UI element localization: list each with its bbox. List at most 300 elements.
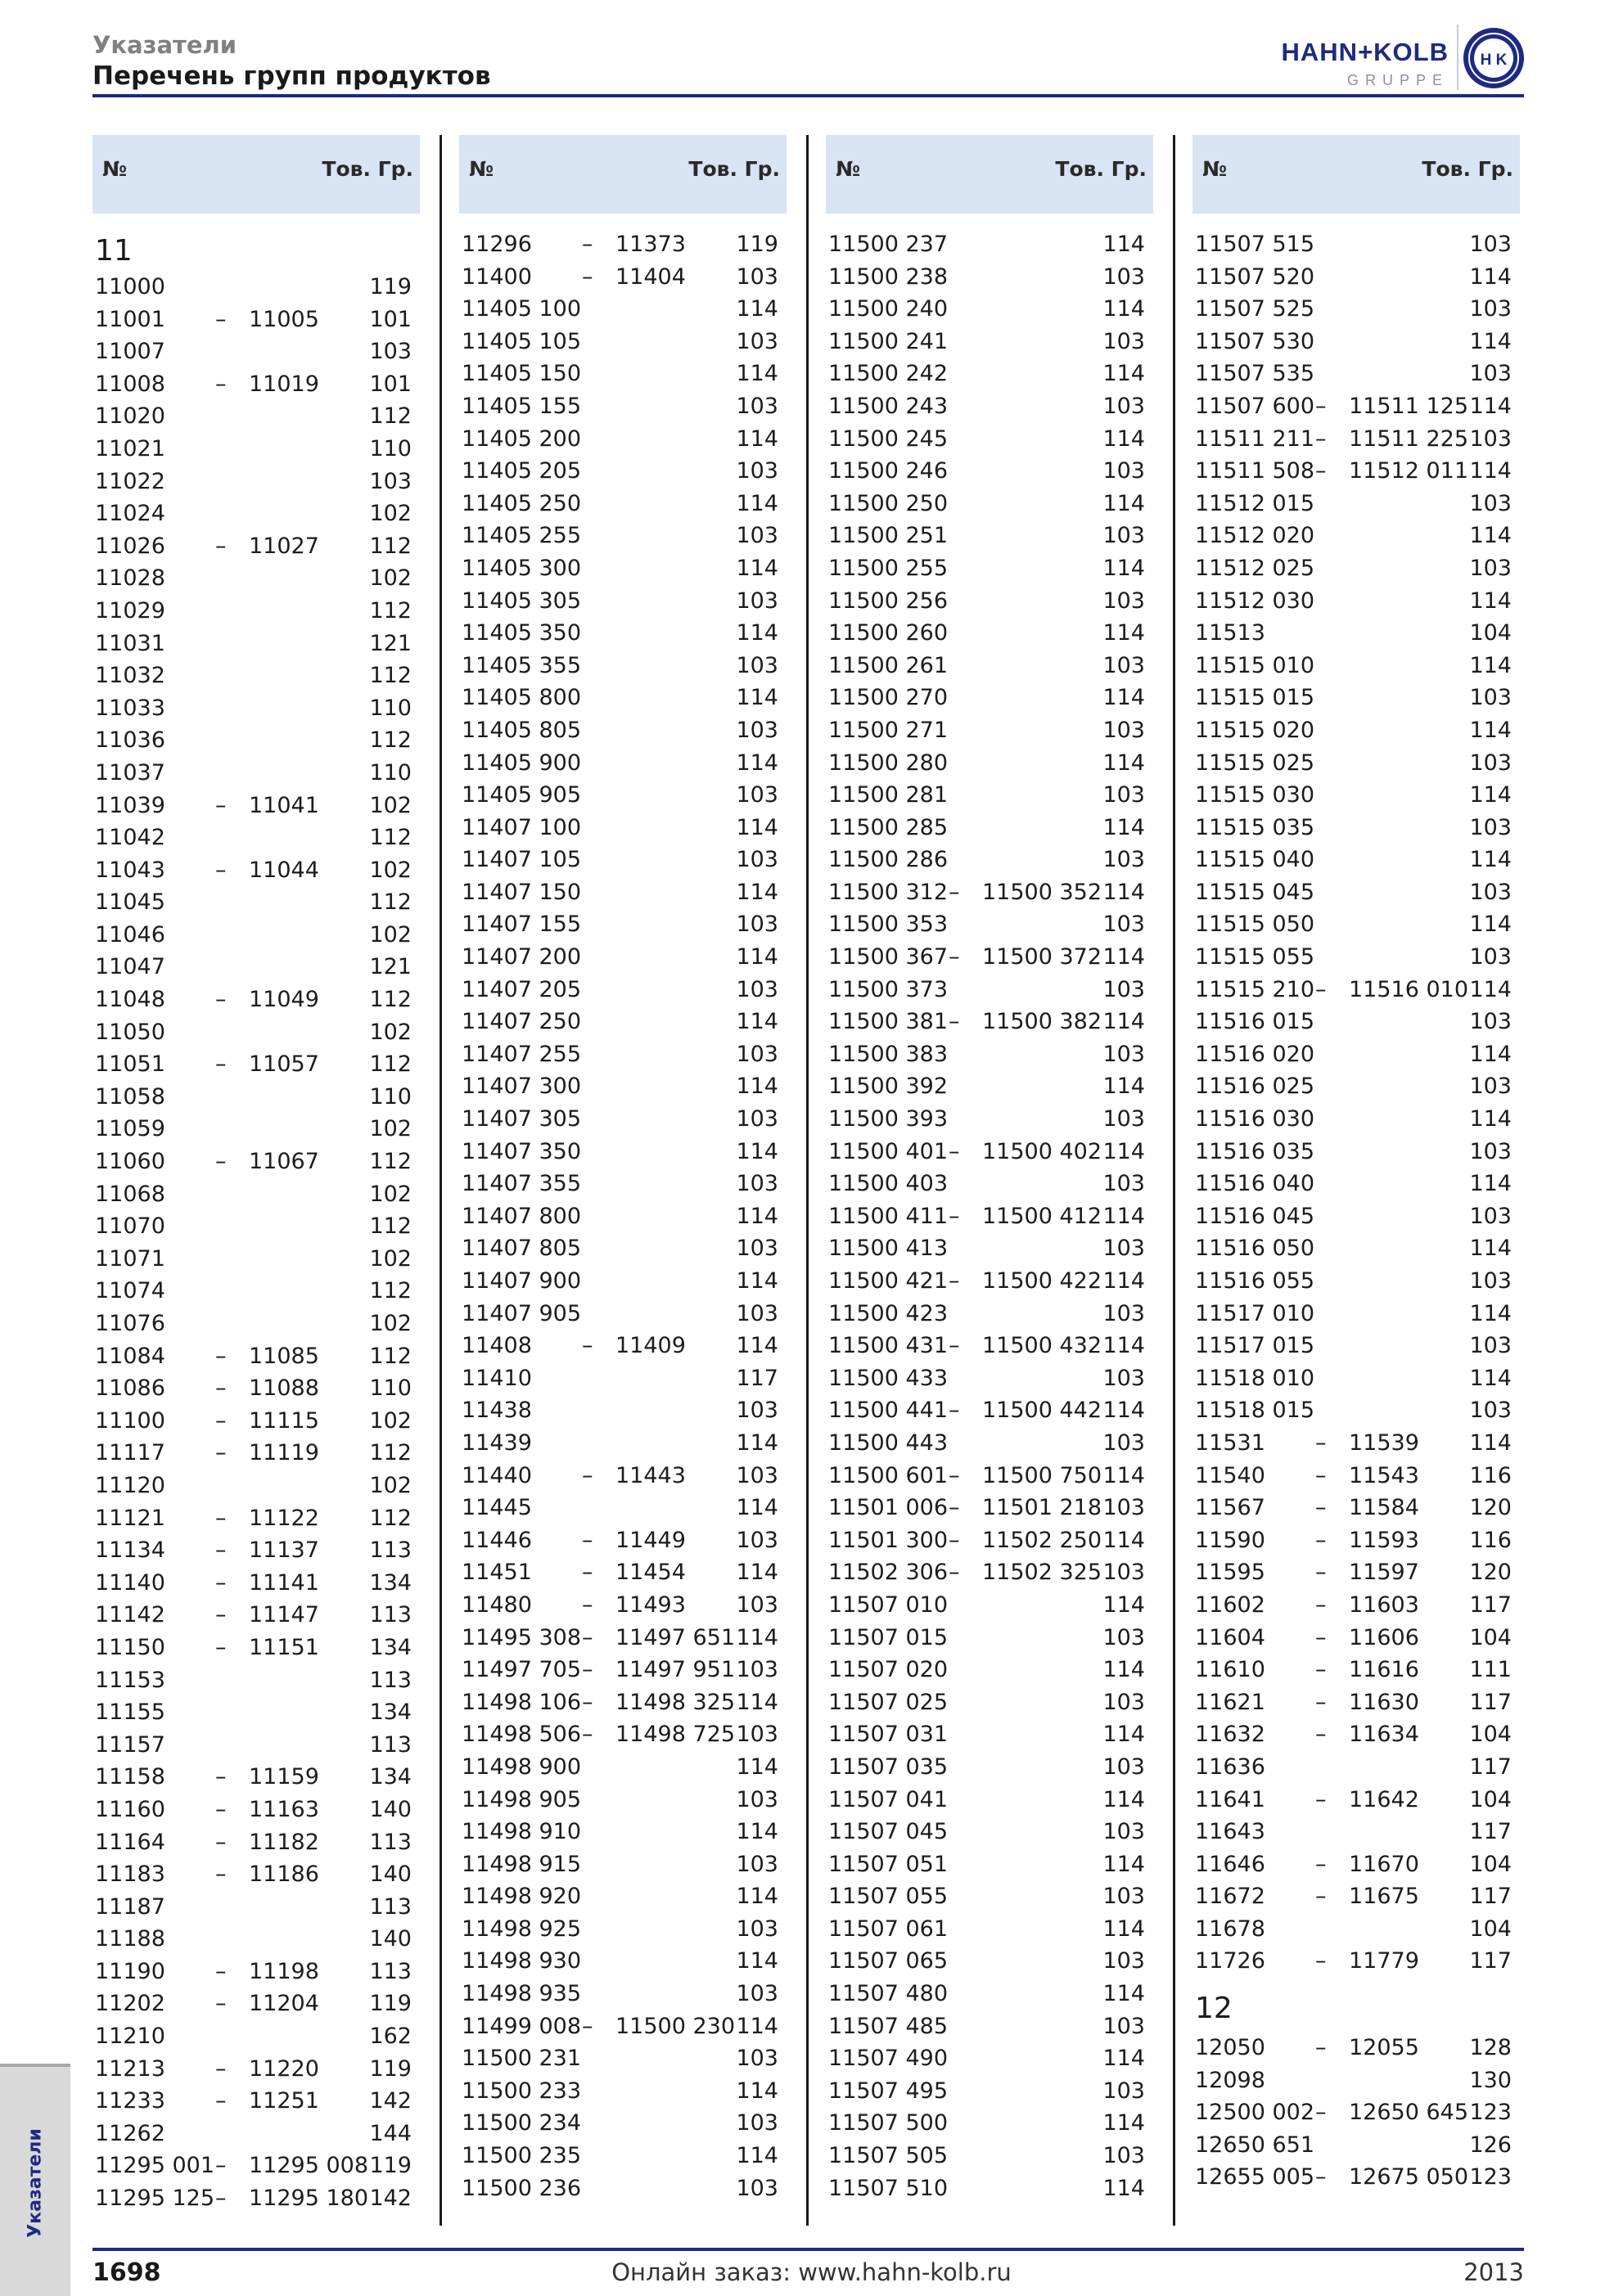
product-group: 103: [1102, 976, 1145, 1002]
item-number-from: 11405 305: [462, 588, 582, 614]
item-number-from: 11516 050: [1195, 1236, 1315, 1262]
range-dash: –: [215, 1051, 227, 1078]
range-dash: –: [1315, 1948, 1327, 1974]
index-row: [826, 228, 1153, 261]
product-group: 114: [1102, 814, 1145, 840]
index-row: [826, 747, 1153, 780]
product-group: 103: [736, 458, 778, 484]
product-group: 114: [1469, 1171, 1512, 1197]
item-number-to: 11186: [249, 1862, 319, 1888]
product-group: 114: [736, 750, 778, 776]
item-number-to: 11085: [249, 1343, 319, 1369]
index-row: [459, 1168, 787, 1200]
product-group: 103: [1469, 555, 1512, 581]
product-group: 114: [1102, 620, 1145, 646]
item-number-from: 11405 155: [462, 393, 582, 419]
item-number-to: 11443: [615, 1462, 686, 1488]
index-row: [92, 1308, 420, 1340]
item-number-from: 12650 651: [1195, 2132, 1315, 2158]
item-number-from: 11507 035: [828, 1754, 949, 1780]
product-group: 103: [1102, 782, 1145, 808]
product-group: 112: [369, 1213, 412, 1240]
index-row: [459, 1622, 787, 1654]
range-dash: –: [215, 2186, 227, 2212]
index-row: [826, 585, 1153, 618]
product-group: 114: [1469, 1041, 1512, 1067]
index-row: [826, 1978, 1153, 2010]
product-group: 104: [1469, 1916, 1512, 1942]
range-dash: –: [215, 857, 227, 883]
index-row: [826, 423, 1153, 456]
product-group: 112: [369, 1505, 412, 1531]
item-number-from: 11500 312: [828, 879, 949, 905]
product-group: 114: [736, 1624, 778, 1650]
brand-seal-text: H K: [1480, 52, 1508, 69]
product-group: 123: [1469, 2100, 1512, 2126]
product-group: 103: [736, 1300, 778, 1326]
product-group: 111: [1469, 1657, 1512, 1683]
index-column-2: [459, 135, 787, 2204]
index-row: [826, 1913, 1153, 1946]
item-number-from: 11507 061: [828, 1916, 949, 1942]
item-number-from: 11500 256: [828, 588, 949, 614]
item-number-from: 11497 705: [462, 1657, 582, 1683]
product-group: 114: [1469, 588, 1512, 614]
item-number-from: 11500 443: [828, 1429, 949, 1456]
index-row: [92, 790, 420, 822]
index-row: [826, 2140, 1153, 2172]
index-row: [459, 520, 787, 552]
product-group: 103: [1469, 425, 1512, 452]
index-row: [459, 488, 787, 520]
product-group: 114: [736, 296, 778, 322]
product-group: 114: [736, 1689, 778, 1715]
index-row: [92, 530, 420, 563]
item-number-from: 11500 353: [828, 912, 949, 938]
item-number-to: 11295 008: [249, 2153, 369, 2179]
index-row: [459, 261, 787, 294]
index-row: [1192, 261, 1520, 294]
range-dash: –: [215, 792, 227, 818]
product-group: 114: [1469, 976, 1512, 1002]
index-row: [1192, 1103, 1520, 1136]
index-row: [1192, 1654, 1520, 1686]
product-group: 114: [736, 2078, 778, 2104]
index-row: [1192, 1686, 1520, 1719]
item-number-from: 11407 805: [462, 1236, 582, 1262]
index-row: [92, 2053, 420, 2086]
header-number: №: [102, 157, 128, 181]
index-row: [1192, 2161, 1520, 2194]
product-group: 114: [1469, 847, 1512, 873]
item-number-to: 11151: [249, 1634, 319, 1660]
item-number-from: 11567: [1195, 1495, 1265, 1521]
product-group: 103: [1102, 847, 1145, 873]
item-number-from: 11029: [95, 597, 165, 624]
index-row: [1192, 812, 1520, 844]
range-dash: –: [215, 306, 227, 332]
column-divider: [1173, 135, 1175, 2226]
index-row: [92, 1016, 420, 1049]
item-number-to: 11500 230: [615, 2013, 736, 2039]
item-number-from: 11517 010: [1195, 1300, 1315, 1326]
index-row: [826, 617, 1153, 650]
item-number-to: 11630: [1349, 1689, 1419, 1715]
product-group: 119: [369, 1991, 412, 2017]
item-number-from: 11295 001: [95, 2153, 215, 2179]
product-group: 103: [736, 717, 778, 743]
index-column-4: [1192, 135, 1520, 2194]
product-group: 117: [1469, 1884, 1512, 1910]
index-row: [459, 1298, 787, 1330]
index-row: [459, 1103, 787, 1136]
index-row: [826, 1394, 1153, 1427]
brand-seal-icon: [1462, 26, 1526, 90]
product-group: 103: [1102, 393, 1145, 419]
item-number-from: 11407 905: [462, 1300, 582, 1326]
product-group: 114: [1469, 1300, 1512, 1326]
footer-rule: [92, 2248, 1524, 2251]
product-group: 103: [1102, 328, 1145, 354]
range-dash: –: [582, 1333, 593, 1359]
product-group: 114: [1102, 750, 1145, 776]
item-number-from: 11500 286: [828, 847, 949, 873]
product-group: 114: [1469, 717, 1512, 743]
column-header: [92, 135, 420, 214]
item-number-from: 11500 383: [828, 1041, 949, 1067]
header-number: №: [469, 157, 494, 181]
brand-divider: [1457, 25, 1458, 90]
index-column-3: [826, 135, 1153, 2204]
item-number-from: 11500 421: [828, 1268, 949, 1294]
item-number-from: 11502 306: [828, 1560, 949, 1586]
index-row: [1192, 1622, 1520, 1654]
index-row: [92, 1081, 420, 1114]
product-group: 113: [369, 1537, 412, 1564]
item-number-from: 11498 920: [462, 1884, 582, 1910]
range-dash: –: [949, 1560, 960, 1586]
item-number-from: 11507 520: [1195, 263, 1315, 290]
index-row: [92, 1340, 420, 1373]
product-group: 112: [369, 1149, 412, 1175]
range-dash: –: [215, 1796, 227, 1822]
index-row: [459, 1265, 787, 1298]
product-group: 102: [369, 1472, 412, 1498]
product-group: 114: [1469, 328, 1512, 354]
index-row: [1192, 1816, 1520, 1848]
item-number-from: 11507 041: [828, 1786, 949, 1812]
item-number-from: 11507 510: [828, 2175, 949, 2201]
product-group: 103: [1469, 685, 1512, 711]
index-row: [92, 1696, 420, 1729]
header-product-group: Тов. Гр.: [1422, 157, 1513, 181]
index-row: [1192, 585, 1520, 618]
index-row: [459, 1816, 787, 1848]
product-group: 114: [1102, 1657, 1145, 1683]
item-number-from: 11507 055: [828, 1884, 949, 1910]
index-row: [459, 552, 787, 585]
product-group: 134: [369, 1569, 412, 1596]
range-dash: –: [215, 1958, 227, 1984]
product-group: 114: [1102, 879, 1145, 905]
product-group: 103: [1102, 1429, 1145, 1456]
item-number-from: 11500 431: [828, 1333, 949, 1359]
item-number-to: 11115: [249, 1407, 319, 1434]
product-group: 114: [736, 620, 778, 646]
product-group: 104: [1469, 1786, 1512, 1812]
range-dash: –: [215, 1375, 227, 1402]
range-dash: –: [1315, 1689, 1327, 1715]
product-group: 114: [736, 490, 778, 516]
range-dash: –: [215, 1634, 227, 1660]
item-number-to: 11147: [249, 1602, 319, 1628]
item-number-from: 11074: [95, 1278, 165, 1304]
item-number-from: 11405 905: [462, 782, 582, 808]
range-dash: –: [582, 1462, 593, 1488]
item-number-from: 11498 915: [462, 1851, 582, 1877]
product-group: 119: [736, 232, 778, 257]
item-number-from: 11043: [95, 857, 165, 883]
index-row: [459, 423, 787, 456]
index-row: [826, 358, 1153, 390]
product-group: 114: [1102, 1009, 1145, 1035]
item-number-from: 11100: [95, 1407, 165, 1434]
index-row: [459, 1556, 787, 1589]
product-group: 114: [1102, 2110, 1145, 2136]
product-group: 103: [1102, 1689, 1145, 1715]
index-row: [826, 1784, 1153, 1817]
product-group: 126: [1469, 2132, 1512, 2158]
row-list: [826, 214, 1153, 2204]
product-group: 112: [369, 403, 412, 430]
item-number-to: 11500 442: [982, 1398, 1102, 1424]
product-group: 103: [1102, 523, 1145, 549]
product-group: 114: [736, 1754, 778, 1780]
index-row: [826, 812, 1153, 844]
index-row: [92, 271, 420, 304]
product-group: 103: [736, 1981, 778, 2007]
index-row: [92, 1372, 420, 1405]
range-dash: –: [215, 2088, 227, 2114]
range-dash: –: [949, 1398, 960, 1424]
index-row: [92, 595, 420, 628]
item-number-from: 11405 800: [462, 685, 582, 711]
item-number-from: 11086: [95, 1375, 165, 1402]
product-group: 103: [736, 2110, 778, 2136]
item-number-from: 11507 480: [828, 1981, 949, 2007]
header-number: №: [1202, 157, 1228, 181]
index-row: [1192, 390, 1520, 423]
index-row: [1192, 2096, 1520, 2129]
range-dash: –: [582, 1722, 593, 1748]
item-number-from: 11636: [1195, 1754, 1265, 1780]
index-row: [1192, 941, 1520, 974]
index-row: [92, 660, 420, 692]
item-number-from: 11500 251: [828, 523, 949, 549]
item-number-to: 11044: [249, 857, 319, 883]
index-row: [459, 617, 787, 650]
product-group: 114: [736, 1074, 778, 1100]
item-number-from: 11446: [462, 1527, 532, 1553]
item-number-to: 11500 372: [982, 944, 1102, 970]
index-row: [459, 682, 787, 714]
index-row: [826, 876, 1153, 909]
item-number-from: 11050: [95, 1019, 165, 1045]
range-dash: –: [582, 1560, 593, 1586]
product-group: 123: [1469, 2164, 1512, 2190]
item-number-to: 11512 011: [1349, 458, 1469, 484]
index-row: [1192, 1524, 1520, 1557]
item-number-to: 11516 010: [1349, 976, 1469, 1002]
product-group: 103: [1102, 1365, 1145, 1391]
index-row: [826, 2107, 1153, 2140]
item-number-to: 11779: [1349, 1948, 1419, 1974]
product-group: 114: [736, 1429, 778, 1456]
range-dash: –: [949, 1268, 960, 1294]
item-number-to: 11049: [249, 987, 319, 1013]
item-number-to: 11500 402: [982, 1138, 1102, 1164]
index-row: [92, 368, 420, 401]
product-group: 114: [1469, 1236, 1512, 1262]
page-title: Перечень групп продуктов: [92, 61, 491, 91]
column-divider: [806, 135, 809, 2226]
product-group: 112: [369, 597, 412, 624]
index-row: [92, 2118, 420, 2150]
item-number-from: 11516 020: [1195, 1041, 1315, 1067]
item-number-from: 11500 411: [828, 1203, 949, 1229]
range-dash: –: [582, 1591, 593, 1618]
product-group: 114: [1469, 263, 1512, 290]
item-number-to: 11159: [249, 1764, 319, 1790]
item-number-to: 11493: [615, 1591, 686, 1618]
index-row: [1192, 1168, 1520, 1200]
product-group: 103: [1102, 1754, 1145, 1780]
product-group: 103: [736, 328, 778, 354]
item-number-from: 11511 508: [1195, 458, 1315, 484]
product-group: 114: [1102, 425, 1145, 452]
index-row: [1192, 1460, 1520, 1492]
index-row: [459, 326, 787, 358]
item-number-to: 11067: [249, 1149, 319, 1175]
item-number-from: 11445: [462, 1495, 532, 1521]
product-group: 103: [736, 263, 778, 290]
index-row: [92, 497, 420, 530]
item-number-from: 11500 601: [828, 1462, 949, 1488]
column-header: [826, 135, 1153, 214]
product-group: 110: [369, 435, 412, 461]
index-row: [826, 261, 1153, 294]
index-row: [459, 1070, 787, 1103]
product-group: 114: [1102, 1981, 1145, 2007]
range-dash: –: [1315, 1786, 1327, 1812]
item-number-from: 11632: [1195, 1722, 1265, 1748]
item-number-to: 11198: [249, 1958, 319, 1984]
section-kicker: Указатели: [92, 31, 237, 59]
item-number-from: 11500 240: [828, 296, 949, 322]
item-number-from: 11160: [95, 1796, 165, 1822]
item-number-to: 11498 725: [615, 1722, 736, 1748]
product-group: 114: [736, 2143, 778, 2169]
index-row: [1192, 1427, 1520, 1460]
product-group: 103: [369, 339, 412, 365]
item-number-from: 11501 300: [828, 1527, 949, 1553]
index-row: [826, 455, 1153, 488]
header-product-group: Тов. Гр.: [322, 157, 413, 181]
index-row: [459, 714, 787, 747]
product-group: 114: [1102, 1916, 1145, 1942]
item-number-from: 11150: [95, 1634, 165, 1660]
product-group: 103: [1102, 1300, 1145, 1326]
item-number-to: 11497 651: [615, 1624, 736, 1650]
index-row: [459, 1394, 787, 1427]
item-number-from: 11500 231: [462, 2046, 582, 2072]
product-group: 114: [1102, 2175, 1145, 2201]
item-number-from: 11500 393: [828, 1106, 949, 1132]
index-row: [1192, 1589, 1520, 1622]
product-group: 121: [369, 954, 412, 980]
item-number-from: 11515 015: [1195, 685, 1315, 711]
range-dash: –: [1315, 2164, 1327, 2190]
product-group: 114: [1469, 523, 1512, 549]
item-number-from: 11500 260: [828, 620, 949, 646]
item-number-from: 11405 200: [462, 425, 582, 452]
row-list: [459, 214, 787, 2204]
product-group: 114: [736, 685, 778, 711]
product-group: 103: [1102, 2013, 1145, 2039]
index-row: [92, 2182, 420, 2215]
index-row: [459, 1784, 787, 1817]
item-number-from: 11407 100: [462, 814, 582, 840]
product-group: 103: [736, 782, 778, 808]
index-row: [92, 1146, 420, 1178]
range-dash: –: [582, 1657, 593, 1683]
product-group: 102: [369, 1311, 412, 1336]
product-group: 103: [1102, 1106, 1145, 1132]
item-number-from: 11408: [462, 1333, 532, 1359]
item-number-from: 11405 900: [462, 750, 582, 776]
index-row: [459, 293, 787, 326]
index-row: [459, 1945, 787, 1978]
product-group: 112: [369, 1051, 412, 1078]
item-number-from: 11153: [95, 1667, 165, 1693]
header-product-group: Тов. Гр.: [688, 157, 780, 181]
product-group: 102: [369, 501, 412, 527]
item-number-from: 11407 150: [462, 879, 582, 905]
index-row: [826, 682, 1153, 714]
item-number-from: 11515 210: [1195, 976, 1315, 1002]
index-row: [1192, 552, 1520, 585]
item-number-from: 11407 250: [462, 1009, 582, 1035]
item-number-from: 11507 010: [828, 1591, 949, 1618]
index-row: [826, 1880, 1153, 1913]
item-number-from: 11511 211: [1195, 425, 1315, 452]
item-number-from: 11500 433: [828, 1365, 949, 1391]
item-number-from: 11121: [95, 1505, 165, 1531]
range-dash: –: [1315, 2035, 1327, 2061]
item-number-from: 11407 350: [462, 1138, 582, 1164]
index-row: [459, 1362, 787, 1395]
header-number: №: [836, 157, 861, 181]
index-row: [459, 228, 787, 261]
index-row: [1192, 1751, 1520, 1784]
product-group: 103: [1102, 1948, 1145, 1974]
product-group: 140: [369, 1862, 412, 1888]
item-number-from: 11042: [95, 825, 165, 851]
index-row: [826, 1816, 1153, 1848]
index-row: [92, 1891, 420, 1924]
index-row: [92, 466, 420, 498]
range-dash: –: [949, 1009, 960, 1035]
